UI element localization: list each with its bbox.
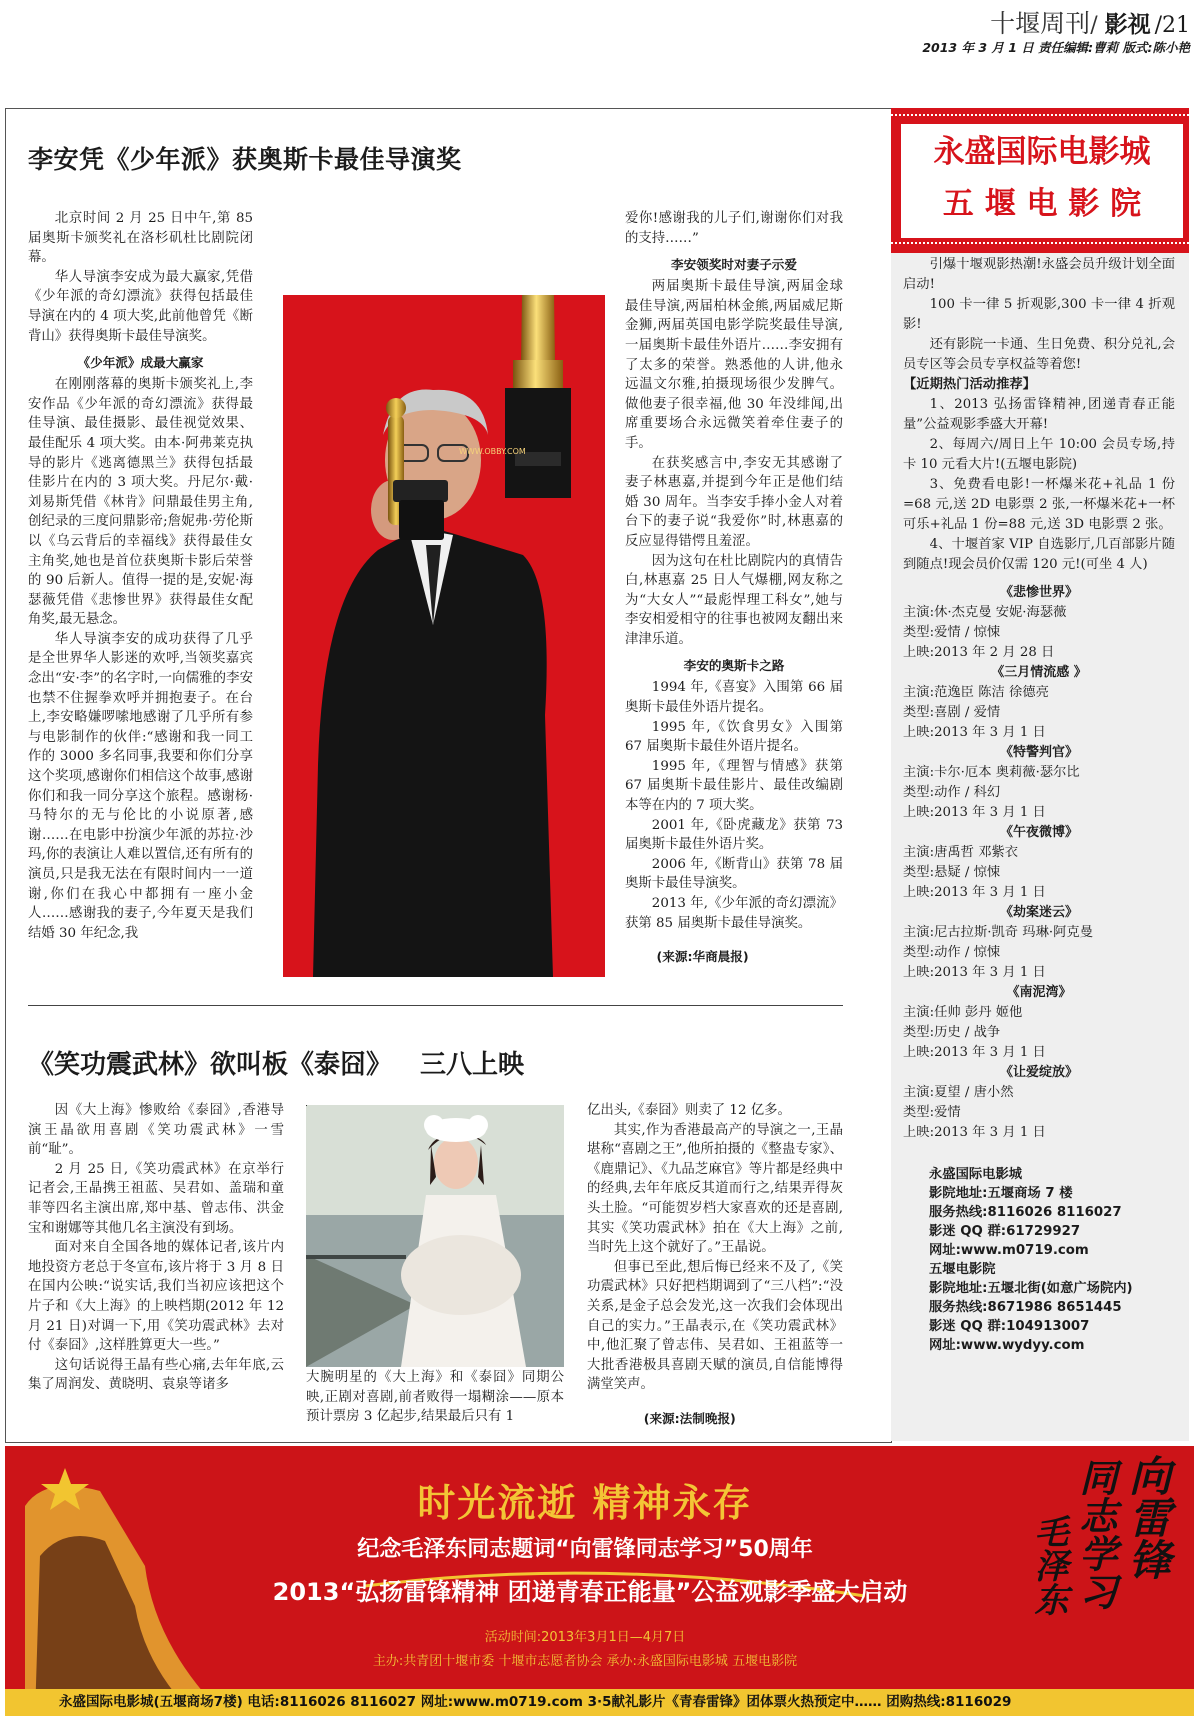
paragraph: 4、十堰首家 VIP 自选影厅,几百部影片随到随点!现会员价仅需 120 元!(可坐 4 人) <box>903 537 1175 572</box>
cinema-banner <box>891 108 1189 253</box>
calligraphy-col: 毛泽东 <box>1028 1514 1068 1616</box>
film-cast: 主演:唐禹哲 邓紫衣 <box>903 845 1019 860</box>
paragraph: 因《大上海》惨败给《泰囧》,香港导演王晶欲用喜剧《笑功震武林》一雪前“耻”。 <box>28 1103 284 1158</box>
calligraphy <box>1015 1454 1185 1654</box>
film-date: 上映:2013 年 3 月 1 日 <box>903 1045 1046 1060</box>
page-number: /21 <box>1154 13 1190 38</box>
cinema-name-2: 五 堰 电 影 院 <box>942 186 1142 222</box>
film-title: 《三月情流感 》 <box>991 665 1087 680</box>
film-title: 《特警判官》 <box>999 745 1078 760</box>
film-title: 《悲惨世界》 <box>999 585 1078 600</box>
article2-col3 <box>587 1101 843 1439</box>
contact-line: 服务热线:8671986 8651445 <box>929 1300 1122 1315</box>
film-entry <box>903 903 1175 983</box>
paragraph: 面对来自全国各地的媒体记者,该片内地投资方老总于冬宣布,该片将于 3 月 8 日在国内公映:“说实话,我们当初应该把这个片子和《大上海》的上映档期(2012 年 12 月 21 日)对调一下,用《笑功震武林》去对付《泰囧》,这样胜算更大一些。” <box>28 1240 284 1354</box>
article1-col2 <box>625 209 843 977</box>
article2-title-main: 《笑功震武林》欲叫板《泰囧》 <box>28 1050 393 1080</box>
article2-photo <box>306 1105 564 1367</box>
article2-col1 <box>28 1101 284 1395</box>
paragraph: 1995 年,《理智与情感》获第 67 届奥斯卡最佳影片、最佳改编剧本等在内的 7 项大奖。 <box>625 758 843 814</box>
film-date: 上映:2013 年 3 月 1 日 <box>903 1125 1046 1140</box>
oscar-statuette <box>493 295 583 530</box>
page-header <box>0 0 1200 60</box>
banner-footer-text: 永盛国际电影城(五堰商场7楼) 电话:8116026 8116027 网址:www.m0719.com 3·5献礼影片《青春雷锋》团体票火热预定中…… 团购热线:8116029 <box>59 1694 1012 1710</box>
cinema-name: 永盛国际电影城 <box>933 134 1151 170</box>
film-title: 《让爱绽放》 <box>999 1065 1078 1080</box>
film-genre: 类型:喜剧 / 爱情 <box>903 705 1001 720</box>
film-cast: 主演:尼古拉斯·凯奇 玛琳·阿克曼 <box>903 925 1094 940</box>
film-title: 《劫案迷云》 <box>999 905 1078 920</box>
sidebar-body <box>903 255 1175 1355</box>
film-list <box>903 583 1175 1143</box>
dateline: 2013 年 3 月 1 日 责任编辑:曹莉 版式:陈小艳 <box>922 40 1190 55</box>
paragraph: 在获奖感言中,李安无其感谢了妻子林惠嘉,并提到今年正是他们结婚 30 周年。当李安手捧小金人对着台下的妻子说“我爱你”时,林惠嘉的反应显得错愕且羞涩。 <box>625 455 843 549</box>
promo-heading: 【近期热门活动推荐】 <box>903 377 1036 392</box>
section-name: 影视 <box>1104 12 1151 38</box>
paragraph: 华人导演李安的成功获得了几乎是全世界华人影迷的欢呼,当领奖嘉宾念出“安·李”的名字时,一向儒雅的李安也禁不住握拳欢呼并拥抱妻子。在台上,李安略嫌啰嗦地感谢了几乎所有参与电影制作的伙伴:“感谢和我一同工作的 3000 多名同事,我要和你们分享这个奖项,感谢你们相信这个故事,感谢你们和我一同分享这个旅程。感谢杨·马特尔的无与伦比的小说原著,感谢……在电影中扮演少年派的苏拉·沙玛,你的表演让人难以置信,还有所有的演员,只是我无法在有限时间内一一道谢,你们在我心中都拥有一座小金人……感谢我的妻子,今年夏天是我们结婚 30 年纪念,我 <box>28 631 253 941</box>
paper-name: 十堰周刊 <box>990 9 1091 38</box>
contact-block <box>903 1165 1175 1355</box>
film-cast: 主演:任帅 彭丹 姬他 <box>903 1005 1023 1020</box>
paragraph: 这句话说得王晶有些心痛,去年年底,云集了周润发、黄晓明、袁泉等诸多 <box>28 1357 284 1393</box>
article1-photo <box>283 295 605 977</box>
contact-line: 五堰电影院 <box>929 1262 996 1277</box>
article2-title-sub: 三八上映 <box>420 1050 525 1080</box>
contact-line: 影迷 QQ 群:104913007 <box>929 1319 1090 1334</box>
film-date: 上映:2013 年 2 月 28 日 <box>903 645 1055 660</box>
film-genre: 类型:动作 / 科幻 <box>903 785 1001 800</box>
paragraph: 2013 年,《少年派的奇幻漂流》获第 85 届奥斯卡最佳导演奖。 <box>625 896 843 931</box>
paragraph: 2001 年,《卧虎藏龙》获第 73 届奥斯卡最佳外语片奖。 <box>625 817 843 853</box>
subhead: 《少年派》成最大赢家 <box>77 355 204 371</box>
paragraph: 因为这句在杜比剧院内的真情告白,林惠嘉 25 日人气爆棚,网友称之为“大女人”“最彪悍理工科女”,她与李安相爱相守的往事也被网友翻出来津津乐道。 <box>625 553 843 647</box>
film-title: 《午夜微博》 <box>999 825 1078 840</box>
paragraph: 2006 年,《断背山》获第 78 届奥斯卡最佳导演奖。 <box>625 856 843 892</box>
film-date: 上映:2013 年 3 月 1 日 <box>903 725 1046 740</box>
film-genre: 类型:爱情 <box>903 1105 961 1120</box>
paragraph: 华人导演李安成为最大赢家,凭借《少年派的奇幻漂流》获得包括最佳导演在内的 4 项大奖,此前他曾凭《断背山》获得奥斯卡最佳导演奖。 <box>28 269 253 344</box>
masthead: 十堰周刊/ 影视 /21 <box>990 9 1190 38</box>
subhead: 李安的奥斯卡之路 <box>683 658 785 674</box>
paragraph: 2 月 25 日,《笑功震武林》在京举行记者会,王晶携王祖蓝、吴君如、盖瑞和童菲等四名主演出席,郑中基、曾志伟、洪金宝和谢娜等其他几名主演没有到场。 <box>28 1161 284 1236</box>
film-cast: 主演:休·杰克曼 安妮·海瑟薇 <box>903 605 1067 620</box>
contact-line: 影院地址:五堰商场 7 楼 <box>929 1186 1073 1201</box>
paragraph: 1995 年,《饮食男女》入围第 67 届奥斯卡最佳外语片提名。 <box>625 719 843 755</box>
paragraph: 引爆十堰观影热潮!永盛会员升级计划全面启动! <box>903 257 1175 292</box>
film-entry <box>903 743 1175 823</box>
article-source: (来源:华商晨报) <box>656 948 749 964</box>
paragraph: 但事已至此,想后悔已经来不及了,《笑功震武林》只好把档期调到了“三八档”:“没关系,是金子总会发光,这一次我们会体现出自己的实力。”王晶表示,在《笑功震武林》中,他汇聚了曾志伟、吴君如、王祖蓝等一大批香港极具喜剧天赋的演员,自信能博得满堂笑声。 <box>587 1259 843 1393</box>
film-entry <box>903 1063 1175 1143</box>
paragraph: 北京时间 2 月 25 日中午,第 85 届奥斯卡颁奖礼在洛杉矶杜比剧院闭幕。 <box>28 211 253 266</box>
film-genre: 类型:爱情 / 惊悚 <box>903 625 1001 640</box>
contact-line: 网址:www.m0719.com <box>929 1243 1089 1258</box>
banner-time: 活动时间:2013年3月1日—4月7日 <box>484 1630 686 1645</box>
paragraph: 其实,作为香港最高产的导演之一,王晶堪称“喜剧之王”,他所拍摄的《整蛊专家》、《鹿鼎记》、《九品芝麻官》等片都是经典中的经典,去年年底反其道而行之,结果弄得灰头土脸。“可能贺岁档大家喜欢的还是喜剧,其实《笑功震武林》拍在《大上海》之前,当时先上这个就好了。”王晶说。 <box>587 1122 843 1256</box>
banner-dots-top <box>891 114 1189 116</box>
contact-line: 影院地址:五堰北街(如意广场院内) <box>929 1281 1133 1296</box>
contact-line: 服务热线:8116026 8116027 <box>929 1205 1122 1220</box>
contact-line: 影迷 QQ 群:61729927 <box>929 1224 1081 1239</box>
film-genre: 类型:动作 / 惊悚 <box>903 945 1001 960</box>
banner-organizers: 主办:共青团十堰市委 十堰市志愿者协会 承办:永盛国际电影城 五堰电影院 <box>372 1654 798 1669</box>
paragraph: 1、2013 弘扬雷锋精神,团递青春正能量”公益观影季盛大开幕! <box>903 397 1175 432</box>
film-cast: 主演:夏望 / 唐小然 <box>903 1085 1014 1100</box>
banner-line3: 2013“弘扬雷锋精神 团递青春正能量”公益观影季盛大启动 <box>272 1578 908 1606</box>
paragraph: 1994 年,《喜宴》入围第 66 届奥斯卡最佳外语片提名。 <box>625 680 843 716</box>
film-date: 上映:2013 年 3 月 1 日 <box>903 885 1046 900</box>
paragraph: 2、每周六/周日上午 10:00 会员专场,持卡 10 元看大片!(五堰电影院) <box>903 437 1175 472</box>
photo-watermark: WWW.OBBY.COM <box>459 447 526 456</box>
calligraphy-col: 向雷锋 <box>1123 1454 1172 1580</box>
article-source: (来源:法制晚报) <box>643 1410 736 1426</box>
film-date: 上映:2013 年 3 月 1 日 <box>903 965 1046 980</box>
film-entry <box>903 663 1175 743</box>
paragraph: 两届奥斯卡最佳导演,两届金球最佳导演,两届柏林金熊,两届威尼斯金狮,两届英国电影学院奖最佳导演,一届奥斯卡最佳外语片……李安拥有了太多的荣誉。熟悉他的人讲,他永远温文尔雅,拍摄现场很少发脾气。做他妻子很幸福,他 30 年没绯闻,出席重要场合永远微笑着牵住妻子的手。 <box>625 279 843 451</box>
banner-footer <box>5 1689 1194 1716</box>
contact-line: 永盛国际电影城 <box>929 1167 1023 1182</box>
paragraph: 爱你!感谢我的儿子们,谢谢你们对我的支持……” <box>625 211 843 246</box>
film-genre: 类型:历史 / 战争 <box>903 1025 1001 1040</box>
film-cast: 主演:范逸臣 陈洁 徐德亮 <box>903 685 1049 700</box>
paragraph: 在刚刚落幕的奥斯卡颁奖礼上,李安作品《少年派的奇幻漂流》获得最佳导演、最佳摄影、最佳视觉效果、最佳配乐 4 项大奖。由本·阿弗莱克执导的影片《逃离德黑兰》获得包括最佳影片在内的 3 项大奖。丹尼尔·戴·刘易斯凭借《林肯》问鼎最佳男主角,创纪录的三度问鼎影帝;詹妮弗·劳伦斯以《乌云背后的幸福线》获得最佳女主角奖,她也是首位获奥斯卡影后荣誉的 90 后新人。值得一提的是,安妮·海瑟薇凭借《悲惨世界》获得最佳女配角奖,最无悬念。 <box>28 377 253 628</box>
banner-dots-bottom <box>891 242 1189 244</box>
contact-line: 网址:www.wydyy.com <box>929 1338 1085 1353</box>
photo-caption: 大腕明星的《大上海》和《泰囧》同期公映,正剧对喜剧,前者败得一塌糊涂——原本预计票房 3 亿起步,结果最后只有 1 <box>306 1370 564 1425</box>
actress-photo-figure <box>306 1105 564 1367</box>
article2-title <box>28 1044 524 1081</box>
film-cast: 主演:卡尔·厄本 奥莉薇·瑟尔比 <box>903 765 1080 780</box>
paragraph: 3、免费看电影!一杯爆米花+礼品 1 份=68 元,送 2D 电影票 2 张,一杯爆米花+一杯可乐+礼品 1 份=88 元,送 3D 电影票 2 张。 <box>903 477 1175 532</box>
film-title: 《南泥湾》 <box>1006 985 1072 1000</box>
paragraph: 还有影院一卡通、生日免费、积分兑礼,会员专区等会员专享权益等着您! <box>903 337 1175 372</box>
subhead: 李安领奖时对妻子示爱 <box>671 257 797 273</box>
film-genre: 类型:悬疑 / 惊悚 <box>903 865 1001 880</box>
article1-col1 <box>28 209 253 943</box>
article1-title: 李安凭《少年派》获奥斯卡最佳导演奖 <box>28 145 462 174</box>
article-divider <box>28 1005 843 1006</box>
film-date: 上映:2013 年 3 月 1 日 <box>903 805 1046 820</box>
film-entry <box>903 583 1175 663</box>
film-entry <box>903 983 1175 1063</box>
banner-line2: 纪念毛泽东同志题词“向雷锋同志学习”50周年 <box>357 1537 813 1562</box>
film-entry <box>903 823 1175 903</box>
paragraph: 100 卡一律 5 折观影,300 卡一律 4 折观影! <box>903 297 1175 332</box>
paragraph: 亿出头,《泰囧》则卖了 12 亿多。 <box>587 1103 791 1118</box>
ad-banner <box>5 1446 1194 1716</box>
calligraphy-col: 同志学习 <box>1073 1458 1118 1610</box>
banner-headline: 时光流逝 精神永存 <box>417 1481 753 1525</box>
